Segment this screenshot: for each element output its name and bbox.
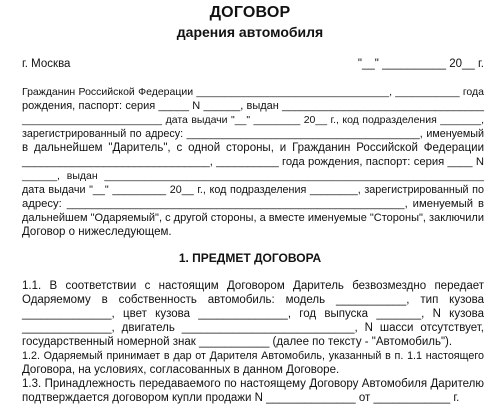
parties-line-1: Гражданин Российской Федерации _________________________________, ___________ года	[22, 86, 484, 98]
parties-line-4: зарегистрированный по адресу: _______________________________________, именуемый	[22, 128, 484, 140]
parties-line-10: дальнейшем "Одаряемый", с другой стороны, а вместе именуемые "Стороны", заключили	[22, 212, 484, 224]
clause-line-9: подтверждается договором купли продажи N ______________ от ____________ г.	[22, 392, 460, 404]
document-subtitle: дарения автомобиля	[176, 24, 324, 40]
parties-line-5: в дальнейшем "Даритель", с одной стороны, и Гражданин Российской Федерации	[22, 142, 484, 154]
parties-line-3: ________________________ дата выдачи "__" ________ 20__ г., код подразделения _______,	[22, 114, 484, 126]
clause-line-4: ______________, двигатель ___________________________, N шасси отсутствует,	[22, 322, 484, 334]
clause-line-6: 1.2. Одаряемый принимает в дар от Дарителя Автомобиль, указанный в п. 1.1 настоящего	[22, 350, 484, 362]
document-title: ДОГОВОР	[209, 4, 291, 21]
clause-line-3: ______________, цвет кузова ______________, год выпуска _______, N кузова	[22, 308, 484, 320]
city-text: г. Москва	[22, 58, 71, 70]
section-1-title: 1. ПРЕДМЕТ ДОГОВОРА	[178, 251, 322, 265]
clause-line-1: 1.1. В соответствии с настоящим Договором Даритель безвозмездно передает	[22, 280, 484, 292]
clause-line-8: 1.3. Принадлежность передаваемого по настоящему Договору Автомобиля Дарителю	[22, 378, 484, 390]
place-date-row	[22, 57, 484, 71]
clause-line-5: государственный номерной знак ___________ (далее по тексту - "Автомобиль").	[22, 336, 453, 348]
parties-line-9: адресу: ______________________________________________________, именуемый в	[22, 198, 484, 210]
parties-line-2: рождения, паспорт: серия _____ N ______, выдан _________________________________	[22, 100, 484, 112]
date-line: "__" __________ 20__ г.	[357, 58, 484, 70]
clause-line-7: Договора, на условиях, согласованных в данном Договоре.	[22, 364, 340, 376]
parties-line-6: ______________________________, __________ года рождения, паспорт: серия ____ N	[22, 156, 484, 168]
clause-line-2: Одаряемому в собственность автомобиль: модель ___________, тип кузова	[22, 294, 484, 306]
parties-line-8: дата выдачи "__" _________ 20__ г., код подразделения ________, зарегистрированный по	[22, 184, 484, 196]
parties-line-11: Договор о нижеследующем.	[22, 226, 172, 238]
parties-line-7: ______, выдан _________________________________________________________________	[22, 170, 484, 182]
